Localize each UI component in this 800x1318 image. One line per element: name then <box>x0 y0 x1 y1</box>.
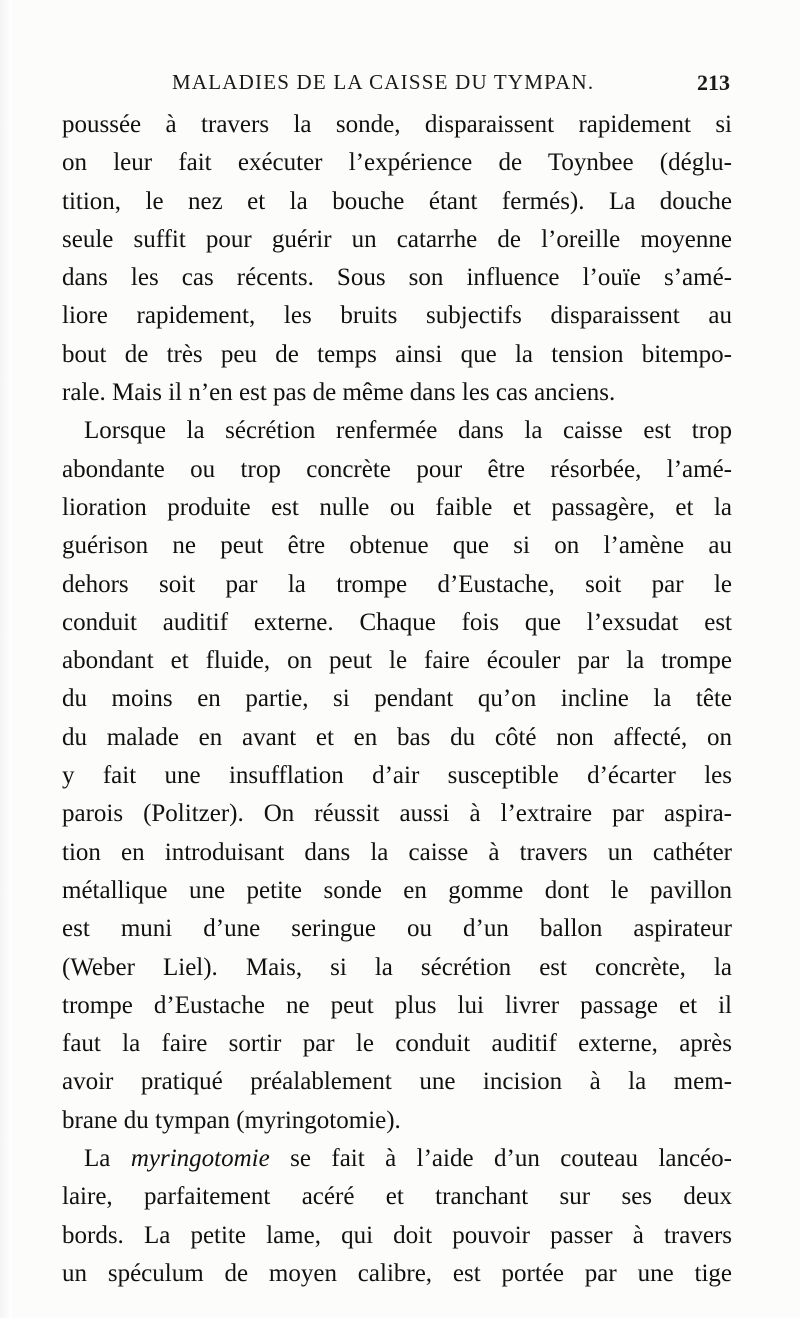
paragraph-first-line: Lorsque la sécrétion renfermée dans la caisse est trop <box>84 417 732 445</box>
text-line: bout de très peu de temps ainsi que la tension bitempo- <box>62 340 732 368</box>
para-rest: se fait à l’aide d’un couteau lancéo- <box>269 1145 732 1173</box>
body-text <box>62 106 732 1293</box>
scan-edge <box>0 0 12 1318</box>
text-line: abondant et fluide, on peut le faire écouler par la trompe <box>62 647 732 675</box>
paragraph-first-line <box>62 1140 732 1178</box>
text-line: un spéculum de moyen calibre, est portée par une tige <box>62 1259 732 1287</box>
text-line: avoir pratiqué préalablement une incision à la mem- <box>62 1068 732 1096</box>
text-line: poussée à travers la sonde, disparaissent rapidement si <box>62 111 732 138</box>
running-head <box>60 70 740 106</box>
text-line: du moins en partie, si pendant qu’on incline la tête <box>62 685 732 713</box>
para-lead: La <box>84 1145 131 1173</box>
text-line: seule suffit pour guérir un catarrhe de l’oreille moyenne <box>62 225 732 253</box>
text-line: abondante ou trop concrète pour être résorbée, l’amé- <box>62 455 732 483</box>
page-number: 213 <box>697 70 730 95</box>
text-line: dans les cas récents. Sous son influence l’ouïe s’amé- <box>62 264 732 292</box>
italic-term: myringotomie <box>130 1145 270 1173</box>
text-line: parois (Politzer). On réussit aussi à l’extraire par aspira- <box>62 800 732 828</box>
text-line: tition, le nez et la bouche étant fermés). La douche <box>62 187 732 215</box>
text-line: laire, parfaitement acéré et tranchant sur ses deux <box>62 1183 732 1211</box>
text-line: lioration produite est nulle ou faible et passagère, et la <box>62 493 732 521</box>
text-line: trompe d’Eustache ne peut plus lui livrer passage et il <box>62 991 732 1019</box>
text-line: métallique une petite sonde en gomme dont le pavillon <box>62 876 732 904</box>
text-line: bords. La petite lame, qui doit pouvoir passer à travers <box>62 1221 732 1249</box>
text-line: guérison ne peut être obtenue que si on l’amène au <box>62 532 732 560</box>
text-line: tion en introduisant dans la caisse à travers un cathéter <box>62 838 732 866</box>
text-line: du malade en avant et en bas du côté non affecté, on <box>62 723 732 751</box>
running-head-title: MALADIES DE LA CAISSE DU TYMPAN. <box>172 70 595 94</box>
text-line: on leur fait exécuter l’expérience de Toynbee (déglu- <box>62 149 732 177</box>
text-line: y fait une insufflation d’air susceptible d’écarter les <box>62 762 732 790</box>
text-line: dehors soit par la trompe d’Eustache, soit par le <box>62 570 732 598</box>
text-line: est muni d’une seringue ou d’un ballon aspirateur <box>62 915 732 943</box>
text-line: rale. Mais il n’en est pas de même dans les cas anciens. <box>62 379 616 407</box>
text-line: liore rapidement, les bruits subjectifs disparaissent au <box>62 302 732 330</box>
text-line: faut la faire sortir par le conduit auditif externe, après <box>62 1030 732 1058</box>
text-line: (Weber Liel). Mais, si la sécrétion est concrète, la <box>62 953 732 981</box>
text-line: conduit auditif externe. Chaque fois que l’exsudat est <box>62 608 732 636</box>
text-line: brane du tympan (myringotomie). <box>62 1106 401 1134</box>
